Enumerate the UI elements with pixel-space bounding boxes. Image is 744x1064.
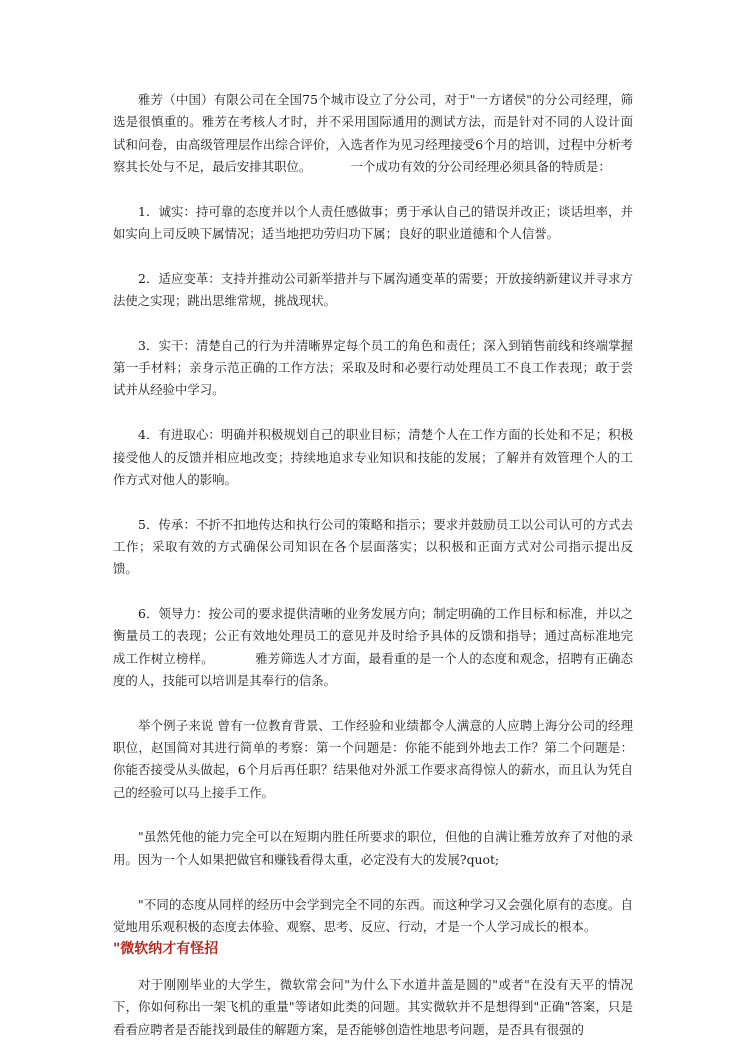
- trait-adaptability-paragraph: 2．适应变革：支持并推动公司新举措并与下属沟通变革的需要；开放接纳新建议并寻求方法使之实现；跳出思维常规，挑战现状。: [113, 270, 633, 309]
- microsoft-paragraph: 对于刚刚毕业的大学生，微软常会问"为什么下水道井盖是圆的"或者"在没有天平的情况下，你如何称出一架飞机的重量"等诸如此类的问题。其实微软并不是想得到"正确"答案，只是看看应聘者是否能找到最佳的解题方案，是否能够创造性地思考问题，是否具有很强的: [113, 977, 633, 1037]
- document-body: [113, 89, 633, 1064]
- trait-practical-paragraph: 3．实干：清楚自己的行为并清晰界定每个员工的角色和责任；深入到销售前线和终端掌握第一手材料；亲身示范正确的工作方法；采取及时和必要行动处理员工不良工作表现；敢于尝试并从经验中学习。: [113, 337, 633, 398]
- trait-ambition-paragraph: 4．有进取心：明确并积极规划自己的职业目标；清楚个人在工作方面的长处和不足；积极接受他人的反馈并相应地改变；持续地追求专业知识和技能的发展；了解并有效管理个人的工作方式对他人的影响。: [113, 427, 633, 487]
- trait-leadership-paragraph: 6．领导力：按公司的要求提供清晰的业务发展方向；制定明确的工作目标和标准，并以之衡量员工的表现；公正有效地处理员工的意见并及时给予具体的反馈和指导；通过高标准地完成工作树立榜样。 雅芳筛选人才方面，最看重的是一个人的态度和观念，招聘有正确态度的人，技能可以培训是其奉行的信条。: [113, 606, 633, 688]
- quote-paragraph: "虽然凭他的能力完全可以在短期内胜任所要求的职位，但他的自满让雅芳放弃了对他的录用。因为一个人如果把做官和赚钱看得太重，必定没有大的发展?quot;: [113, 829, 633, 867]
- trait-inheritance-paragraph: 5．传承：不折不扣地传达和执行公司的策略和指示；要求并鼓励员工以公司认可的方式去工作；采取有效的方式确保公司知识在各个层面落实；以积极和正面方式对公司指示提出反馈。: [113, 516, 633, 577]
- trait-honesty-paragraph: 1．诚实：持可靠的态度并以个人责任感做事；勇于承认自己的错误并改正；谈话坦率，并如实向上司反映下属情况；适当地把功劳归功下属；良好的职业道德和个人信誉。: [113, 203, 633, 241]
- attitude-paragraph: "不同的态度从同样的经历中会学到完全不同的东西。而这种学习又会强化原有的态度。自觉地用乐观积极的态度去体验、观察、思考、反应、行动，才是一个人学习成长的根本。: [113, 896, 633, 934]
- example-paragraph: 举个例子来说 曾有一位教育背景、工作经验和业绩都令人满意的人应聘上海分公司的经理职位，赵国简对其进行简单的考察：第一个问题是：你能不能到外地去工作？第二个问题是：你能否接受从头做起，6个月后再任职？结果他对外派工作要求高得惊人的薪水，而且认为凭自己的经验可以马上接手工作。: [113, 717, 633, 800]
- intro-paragraph: 雅芳（中国）有限公司在全国75个城市设立了分公司，对于"一方诸侯"的分公司经理，筛选是很慎重的。雅芳在考核人才时，并不采用国际通用的测试方法，而是针对不同的人设计面试和问卷，由高级管理层作出综合评价，入选者作为见习经理接受6个月的培训，过程中分析考察其长处与不足，最后安排其职位。 一个成功有效的分公司经理必须具备的特质是：: [113, 92, 633, 174]
- section-heading: "微软纳才有怪招: [113, 941, 219, 958]
